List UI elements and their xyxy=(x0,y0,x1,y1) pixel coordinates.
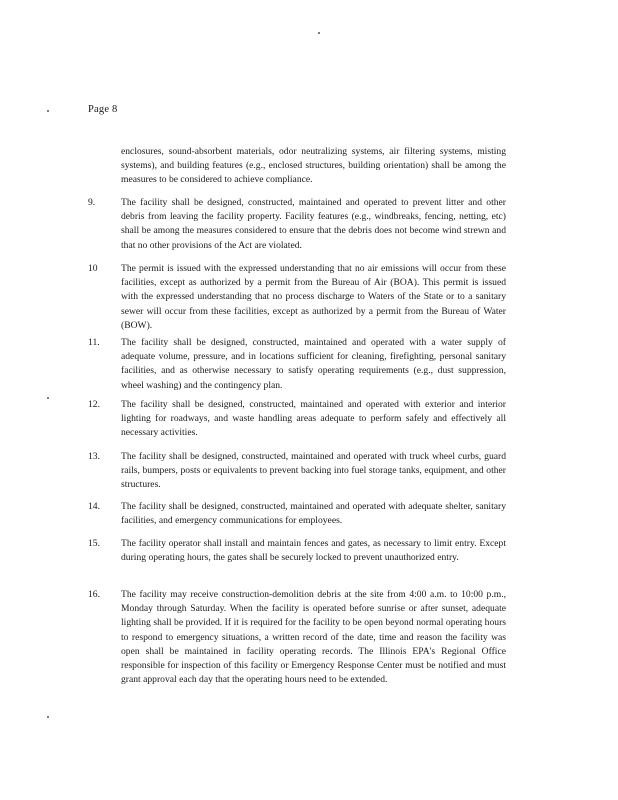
condition-number: 9. xyxy=(88,197,96,208)
scan-speck xyxy=(47,397,49,399)
condition-item xyxy=(88,588,506,687)
condition-item xyxy=(88,336,506,393)
condition-item xyxy=(88,398,506,441)
condition-text: The facility operator shall install and maintain fences and gates, as necessary to limit entry. Except during operating hours, the gates shall be securely locked to prevent unauthorized entry. xyxy=(121,538,506,564)
condition-number: 15. xyxy=(88,538,100,549)
condition-number: 16. xyxy=(88,589,100,600)
condition-text: The facility shall be designed, constructed, maintained and operated with a water supply of adequate volume, pressure, and in locations sufficient for cleaning, firefighting, personal sanitary facilities, and as otherwise necessary to satisfy operating requirements (e.g., dust suppression, wheel washing) and the contingency plan. xyxy=(121,337,506,391)
condition-item xyxy=(88,262,506,333)
condition-number: 13. xyxy=(88,451,100,462)
condition-text: The facility shall be designed, constructed, maintained and operated with exterior and interior lighting for roadways, and waste handling areas adequate to perform safely and effectively all necessary activities. xyxy=(121,399,506,439)
condition-text: The facility shall be designed, constructed, maintained and operated to prevent litter and other debris from leaving the facility property. Facility features (e.g., windbreaks, fencing, netting, etc) shall be among the measures considered to ensure that the debris does not become wind strewn and that no other provisions of the Act are violated. xyxy=(121,197,506,251)
condition-text: The facility shall be designed, constructed, maintained and operated with adequate shelter, sanitary facilities, and emergency communications for employees. xyxy=(121,501,506,527)
scan-speck xyxy=(47,716,49,718)
condition-item xyxy=(88,500,506,528)
condition-text: The facility shall be designed, constructed, maintained and operated with truck wheel curbs, guard rails, bumpers, posts or equivalents to prevent backing into fuel storage tanks, equipment, and other structures. xyxy=(121,451,506,491)
condition-item xyxy=(88,450,506,493)
condition-number: 10 xyxy=(88,263,98,274)
scan-speck xyxy=(47,110,49,112)
condition-text: The permit is issued with the expressed understanding that no air emissions will occur from these facilities, except as authorized by a permit from the Bureau of Air (BOA). This permit is issued with the expressed understanding that no process discharge to Waters of the State or to a sanitary sewer will occur from these facilities, except as authorized by a permit from the Bureau of Water (BOW). xyxy=(121,263,506,331)
scan-speck xyxy=(318,32,320,34)
condition-item xyxy=(88,196,506,253)
condition-number: 12. xyxy=(88,399,100,410)
condition-number: 14. xyxy=(88,501,100,512)
condition-number: 11. xyxy=(88,337,100,348)
page-label: Page 8 xyxy=(88,104,118,115)
condition-text: The facility may receive construction-demolition debris at the site from 4:00 a.m. to 10:00 p.m., Monday through Saturday. When the facility is operated before sunrise or after sunset, adequate lighting shall be provided. If it is required for the facility to be open beyond normal operating hours to respond to emergency situations, a written record of the date, time and reason the facility was open shall be maintained in facility operating records. The Illinois EPA's Regional Office responsible for inspection of this facility or Emergency Response Center must be notified and must grant approval each day that the operating hours need to be extended. xyxy=(121,589,506,686)
continuation-paragraph: enclosures, sound-absorbent materials, odor neutralizing systems, air filtering systems, misting systems), and building features (e.g., enclosed structures, building orientation) shall be among the measures to be considered to achieve compliance. xyxy=(121,146,506,186)
condition-item xyxy=(88,537,506,565)
